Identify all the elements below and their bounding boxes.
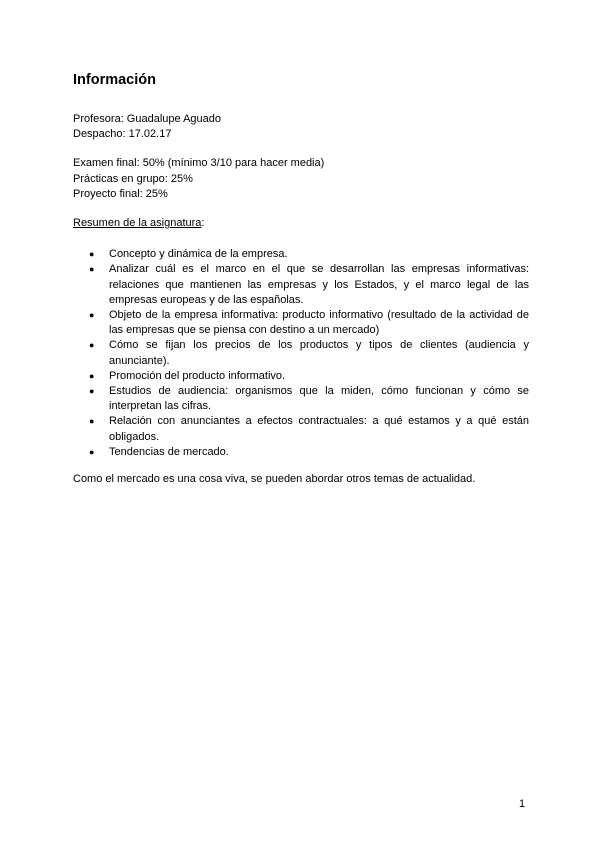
bullet-icon: ● [89, 446, 95, 457]
list-item-text: Promoción del producto informativo. [109, 369, 286, 382]
list-item-text: Cómo se fijan los precios de los productos y tipos de clientes (audiencia y anunciante). [109, 339, 529, 367]
professor-line: Profesora: Guadalupe Aguado [73, 113, 222, 125]
list-item-text: Tendencias de mercado. [109, 445, 229, 458]
list-item [73, 384, 529, 414]
list-item [73, 445, 529, 460]
bullet-icon: ● [89, 416, 95, 427]
list-item-text: Estudios de audiencia: organismos que la miden, cómo funcionan y cómo se interpretan las cifras. [109, 385, 529, 413]
list-item [73, 369, 529, 384]
document-page [73, 70, 529, 487]
list-item [73, 247, 529, 262]
bullet-icon: ● [89, 249, 95, 260]
page-title: Información [73, 72, 156, 88]
list-item-text: Relación con anunciantes a efectos contractuales: a qué estamos y a qué están obligados. [109, 415, 529, 443]
list-item [73, 414, 529, 444]
summary-heading-text: Resumen de la asignatura [73, 217, 202, 230]
grading-info [73, 156, 529, 202]
page-number: 1 [519, 798, 526, 810]
list-item-text: Objeto de la empresa informativa: producto informativo (resultado de la actividad de las empresas que se piensa con destino a un mercado) [109, 309, 529, 337]
topics-list [73, 247, 529, 460]
staff-info [73, 112, 529, 142]
list-item-text: Analizar cuál es el marco en el que se desarrollan las empresas informativas: relaciones que mantienen las empresas y los Estados, y el marco legal de las empresas europeas y de las españolas. [109, 263, 529, 306]
list-item [73, 262, 529, 308]
grading-line-practices: Prácticas en grupo: 25% [73, 172, 193, 185]
list-item [73, 308, 529, 338]
grading-line-exam: Examen final: 50% (mínimo 3/10 para hacer media) [73, 157, 325, 170]
office-line: Despacho: 17.02.17 [73, 128, 172, 141]
bullet-icon: ● [89, 340, 95, 351]
bullet-icon: ● [89, 370, 95, 381]
bullet-icon: ● [89, 264, 95, 275]
bullet-icon: ● [89, 310, 95, 321]
summary-heading-colon: : [201, 217, 205, 230]
bullet-icon: ● [89, 386, 95, 397]
closing-paragraph: Como el mercado es una cosa viva, se pueden abordar otros temas de actualidad. [73, 473, 476, 486]
summary-heading [73, 216, 529, 231]
list-item-text: Concepto y dinámica de la empresa. [109, 248, 288, 261]
list-item [73, 338, 529, 368]
grading-line-project: Proyecto final: 25% [73, 187, 168, 200]
